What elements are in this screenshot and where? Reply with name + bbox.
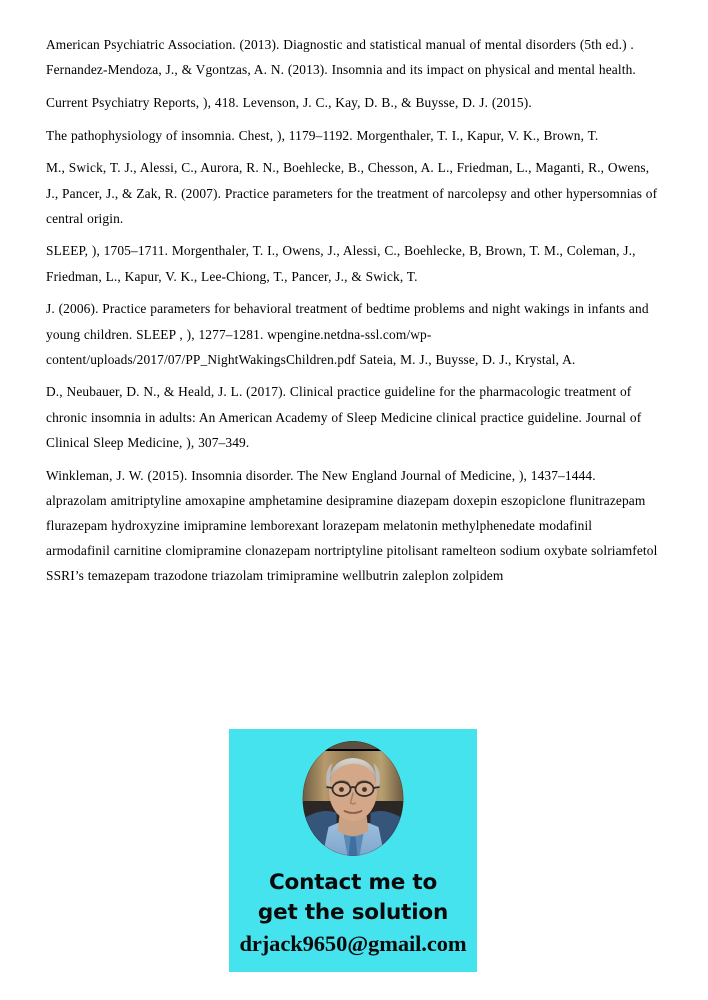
reference-paragraph: Winkleman, J. W. (2015). Insomnia disorder. The New England Journal of Medicine, ), 1437–1444. alprazolam amitriptyline amoxapine amphetamine desipramine diazepam doxepin eszopiclone flunitrazepam flurazepam hydroxyzine imipramine lemborexant lorazepam melatonin methylphenedate modafinil armodafinil carnitine clomipramine clonazepam nortriptyline pitolisant ramelteon sodium oxybate solriamfetol SSRI’s temazepam trazodone triazolam trimipramine wellbutrin zaleplon zolpidem	[46, 467, 658, 584]
reference-paragraph: M., Swick, T. J., Alessi, C., Aurora, R. N., Boehlecke, B., Chesson, A. L., Friedman, L., Maganti, R., Owens, J., Pancer, J., & Zak, R. (2007). Practice parameters for the treatment of narcolepsy and other hypersomnias of central origin.	[46, 160, 658, 226]
reference-paragraph: Current Psychiatry Reports, ), 418. Levenson, J. C., Kay, D. B., & Buysse, D. J. (2015).	[46, 94, 532, 110]
contact-email[interactable]: drjack9650@gmail.com	[239, 931, 467, 956]
reference-paragraph: SLEEP, ), 1705–1711. Morgenthaler, T. I., Owens, J., Alessi, C., Boehlecke, B, Brown, T. M., Coleman, J., Friedman, L., Kapur, V. K., Lee-Chiong, T., Pancer, J., & Swick, T.	[46, 243, 636, 284]
reference-paragraph: American Psychiatric Association. (2013). Diagnostic and statistical manual of mental disorders (5th ed.) . Fernandez-Mendoza, J., & Vgontzas, A. N. (2013). Insomnia and its impact on physical and mental health.	[46, 37, 636, 78]
card-headline-line2: get the solution	[257, 900, 449, 925]
card-headline-line1: Contact me to	[268, 870, 438, 895]
reference-paragraph: J. (2006). Practice parameters for behavioral treatment of bedtime problems and night wakings in infants and young children. SLEEP , ), 1277–1281. wpengine.netdna-ssl.com/wp-content/uploads/2017/07/PP_NightWakingsChildren.pdf Sateia, M. J., Buysse, D. J., Krystal, A.	[46, 301, 649, 367]
contact-card[interactable]	[229, 729, 477, 972]
reference-paragraph: The pathophysiology of insomnia. Chest, ), 1179–1192. Morgenthaler, T. I., Kapur, V. K., Brown, T.	[46, 127, 599, 143]
reference-paragraph: D., Neubauer, D. N., & Heald, J. L. (2017). Clinical practice guideline for the pharmacologic treatment of chronic insomnia in adults: An American Academy of Sleep Medicine clinical practice guideline. Journal of Clinical Sleep Medicine, ), 307–349.	[46, 384, 642, 450]
reference-list	[46, 32, 658, 596]
portrait-photo	[303, 741, 404, 856]
